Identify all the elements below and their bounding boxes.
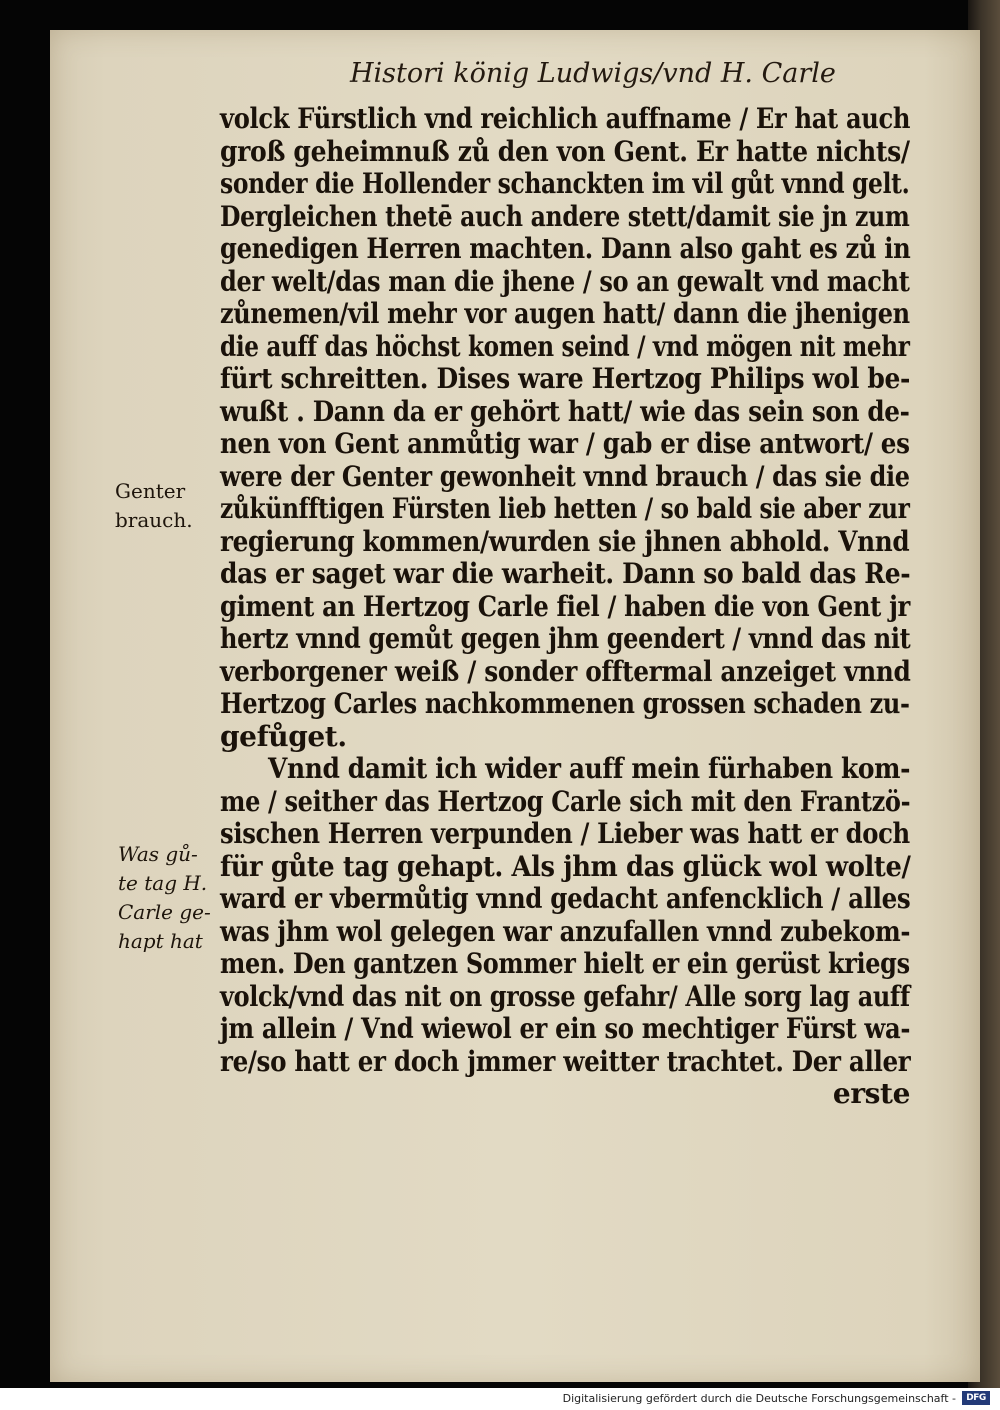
text-line: Vnnd damit ich wider auff mein fürhaben kom- [268, 752, 911, 785]
footer-bar [0, 1388, 1000, 1410]
text-line: groß geheimnuß zů den von Gent. Er hatte nichts/ [220, 134, 910, 168]
text-line: was jhm wol gelegen war anzufallen vnnd zubekom- [220, 914, 911, 948]
text-line: sonder die Hollender schanckten im vil gůt vnnd gelt. [220, 167, 910, 200]
text-line: fürt schreitten. Dises ware Hertzog Philips wol be- [220, 362, 910, 395]
text-line: Dergleichen thetē auch andere stett/damit sie jn zum [220, 199, 910, 233]
text-line: gefůget. [220, 719, 347, 753]
text-line: hertz vnnd gemůt gegen jhm geendert / vnnd das nit [220, 622, 911, 655]
text-line: das er saget war die warheit. Dann so bald das Re- [220, 557, 911, 590]
text-line: ward er vbermůtig vnnd gedacht anfencklich / alles [220, 882, 911, 915]
marginal-line: Genter [115, 479, 186, 503]
text-line: der welt/das man die jhene / so an gewalt vnd macht [220, 264, 910, 298]
text-line: jm allein / Vnd wiewol er ein so mechtiger Fürst wa- [220, 1012, 911, 1045]
main-text-block [220, 103, 910, 1111]
text-line: regierung kommen/wurden sie jhnen abhold. Vnnd [220, 524, 910, 558]
text-line: me / seither das Hertzog Carle sich mit den Frantzö- [220, 784, 911, 818]
text-line: were der Genter gewonheit vnnd brauch / das sie die [220, 459, 910, 493]
text-line: volck/vnd das nit on grosse gefahr/ Alle sorg lag auff [220, 979, 910, 1013]
text-line: für gůte tag gehapt. Als jhm das glück wol wolte/ [220, 849, 911, 883]
marginal-line: brauch. [115, 508, 193, 532]
text-line: volck Fürstlich vnd reichlich auffname / Er hat auch [220, 102, 911, 135]
running-header: Histori könig Ludwigs/vnd H. Carle [350, 58, 836, 89]
text-line: verborgener weiß / sonder offtermal anzeiget vnnd [220, 654, 911, 688]
dfg-logo-icon: DFG [962, 1391, 990, 1405]
text-line: nen von Gent anmůtig war / gab er dise antwort/ es [220, 427, 910, 460]
text-line: erste [832, 1077, 910, 1110]
marginal-note-genter-brauch [115, 477, 193, 535]
text-line: giment an Hertzog Carle fiel / haben die von Gent jr [220, 589, 910, 623]
marginal-line: Was gů- [118, 842, 198, 866]
text-line: Hertzog Carles nachkommenen grossen schaden zu- [220, 687, 910, 720]
marginal-note-gute-tag [118, 840, 211, 956]
text-line: sischen Herren verpunden / Lieber was hatt er doch [220, 817, 910, 850]
marginal-line: hapt hat [118, 929, 203, 953]
marginal-line: Carle ge- [118, 900, 211, 924]
text-line: die auff das höchst komen seind / vnd mögen nit mehr [220, 329, 910, 363]
text-line: re/so hatt er doch jmmer weitter trachtet. Der aller [220, 1044, 911, 1078]
text-line: wußt . Dann da er gehört hatt/ wie das sein son de- [220, 394, 910, 428]
text-line: zůkünfftigen Fürsten lieb hetten / so bald sie aber zur [220, 492, 910, 525]
marginal-line: te tag H. [118, 871, 208, 895]
text-line: genedigen Herren machten. Dann also gaht es zů in [220, 232, 911, 265]
text-line: men. Den gantzen Sommer hielt er ein gerüst kriegs [220, 947, 910, 980]
dfg-credit-text: Digitalisierung gefördert durch die Deutsche Forschungsgemeinschaft - [562, 1392, 956, 1405]
text-line: zůnemen/vil mehr vor augen hatt/ dann die jhenigen [220, 297, 910, 330]
